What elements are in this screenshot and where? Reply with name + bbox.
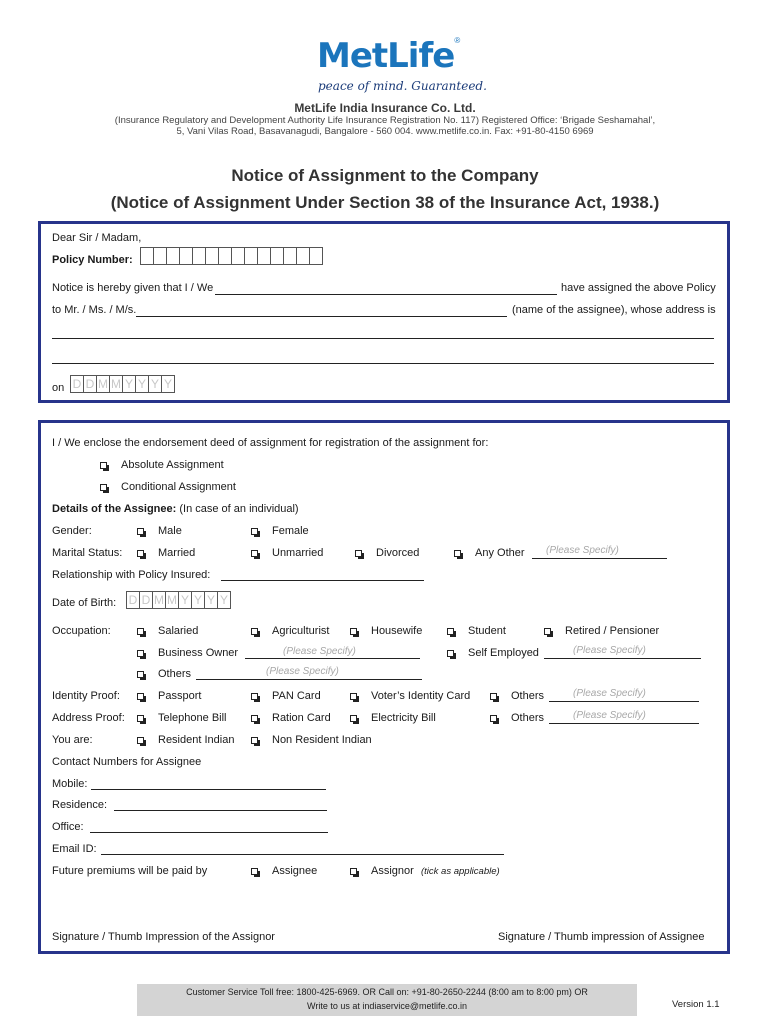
you-are-label: You are:	[52, 734, 93, 746]
assignment-date-cells[interactable]: D D M M Y Y Y Y	[70, 375, 174, 393]
telephone-bill-label: Telephone Bill	[158, 712, 227, 724]
occupation-others-line[interactable]	[196, 679, 422, 680]
details-heading-note: (In case of an individual)	[179, 503, 299, 515]
form-subtitle: (Notice of Assignment Under Section 38 of the Insurance Act, 1938.)	[110, 193, 660, 212]
email-label: Email ID:	[52, 843, 97, 855]
business-owner-line[interactable]	[245, 658, 420, 659]
pan-card-label: PAN Card	[272, 690, 321, 702]
any-other-checkbox[interactable]	[454, 550, 461, 557]
occupation-others-checkbox[interactable]	[137, 671, 144, 678]
assignor-name-line[interactable]	[215, 294, 557, 295]
to-prefix: to Mr. / Ms. / M/s.	[52, 304, 137, 316]
non-resident-indian-checkbox[interactable]	[251, 737, 258, 744]
address-line-1[interactable]	[52, 338, 714, 339]
details-heading	[52, 503, 299, 515]
self-employed-placeholder: (Please Specify)	[573, 645, 646, 656]
identity-others-placeholder: (Please Specify)	[573, 688, 646, 699]
assignee-name-line[interactable]	[136, 316, 507, 317]
policy-number-label: Policy Number:	[52, 254, 133, 266]
address-others-label: Others	[511, 712, 545, 724]
tagline: peace of mind. Guaranteed.	[318, 79, 487, 93]
form-title: Notice of Assignment to the Company	[231, 166, 539, 185]
self-employed-checkbox[interactable]	[447, 650, 454, 657]
address-others-placeholder: (Please Specify)	[573, 710, 646, 721]
office-label: Office:	[52, 821, 84, 833]
company-address-line-2: 5, Vani Vilas Road, Basavanagudi, Bangalore - 560 004. www.metlife.co.in. Fax: +91-80-4150 6969	[176, 126, 594, 137]
electricity-bill-label: Electricity Bill	[371, 712, 436, 724]
footer-line-1: Customer Service Toll free: 1800-425-6969. OR Call on: +91-80-2650-2244 (8:00 am to 8:00 pm) OR	[186, 987, 588, 997]
housewife-label: Housewife	[371, 625, 423, 637]
dob-label: Date of Birth:	[52, 597, 117, 609]
footer-line-2: Write to us at indiaservice@metlife.co.in	[306, 1001, 468, 1011]
self-employed-line[interactable]	[544, 658, 701, 659]
any-other-placeholder: (Please Specify)	[546, 545, 619, 556]
divorced-checkbox[interactable]	[355, 550, 362, 557]
non-resident-indian-label: Non Resident Indian	[272, 734, 372, 746]
female-checkbox[interactable]	[251, 528, 258, 535]
male-label: Male	[158, 525, 182, 537]
gender-label: Gender:	[52, 525, 92, 537]
salaried-checkbox[interactable]	[137, 628, 144, 635]
pan-card-checkbox[interactable]	[251, 693, 258, 700]
version-label: Version 1.1	[672, 999, 720, 1010]
identity-others-label: Others	[511, 690, 545, 702]
notice-prefix: Notice is hereby given that I / We	[52, 282, 214, 294]
telephone-bill-checkbox[interactable]	[137, 715, 144, 722]
address-proof-label: Address Proof:	[52, 712, 125, 724]
assignor-signature-label: Signature / Thumb Impression of the Assignor	[52, 931, 275, 943]
agriculturist-label: Agriculturist	[272, 625, 330, 637]
identity-others-line[interactable]	[549, 701, 699, 702]
resident-indian-label: Resident Indian	[158, 734, 235, 746]
voters-id-label: Voter’s Identity Card	[371, 690, 471, 702]
unmarried-checkbox[interactable]	[251, 550, 258, 557]
details-heading-bold: Details of the Assignee:	[52, 503, 177, 515]
ration-card-checkbox[interactable]	[251, 715, 258, 722]
business-owner-label: Business Owner	[158, 647, 239, 659]
conditional-assignment-checkbox[interactable]	[100, 484, 107, 491]
notice-suffix: have assigned the above Policy	[561, 282, 716, 294]
address-others-line[interactable]	[549, 723, 699, 724]
residence-label: Residence:	[52, 799, 108, 811]
any-other-line[interactable]	[532, 558, 667, 559]
male-checkbox[interactable]	[137, 528, 144, 535]
relationship-label: Relationship with Policy Insured:	[52, 569, 211, 581]
assignee-pays-checkbox[interactable]	[251, 868, 258, 875]
voters-id-checkbox[interactable]	[350, 693, 357, 700]
address-line-2[interactable]	[52, 363, 714, 364]
future-premiums-label: Future premiums will be paid by	[52, 865, 208, 877]
email-line[interactable]	[101, 854, 504, 855]
assignee-pays-label: Assignee	[272, 865, 318, 877]
occupation-label: Occupation:	[52, 625, 111, 637]
office-line[interactable]	[90, 832, 328, 833]
agriculturist-checkbox[interactable]	[251, 628, 258, 635]
marital-status-label: Marital Status:	[52, 547, 123, 559]
resident-indian-checkbox[interactable]	[137, 737, 144, 744]
occupation-others-placeholder: (Please Specify)	[266, 666, 339, 677]
conditional-assignment-label: Conditional Assignment	[121, 481, 236, 493]
endorse-intro: I / We enclose the endorsement deed of assignment for registration of the assignment for:	[52, 437, 489, 449]
contact-heading: Contact Numbers for Assignee	[52, 756, 202, 768]
retired-checkbox[interactable]	[544, 628, 551, 635]
married-checkbox[interactable]	[137, 550, 144, 557]
housewife-checkbox[interactable]	[350, 628, 357, 635]
business-owner-placeholder: (Please Specify)	[283, 646, 356, 657]
assignor-pays-label: Assignor	[371, 865, 414, 877]
address-others-checkbox[interactable]	[490, 715, 497, 722]
registered-mark: ®	[454, 36, 461, 45]
retired-label: Retired / Pensioner	[565, 625, 660, 637]
metlife-logo	[317, 36, 477, 76]
passport-label: Passport	[158, 690, 202, 702]
student-checkbox[interactable]	[447, 628, 454, 635]
residence-line[interactable]	[114, 810, 327, 811]
mobile-label: Mobile:	[52, 778, 88, 790]
self-employed-label: Self Employed	[468, 647, 539, 659]
assignee-signature-label: Signature / Thumb impression of Assignee	[498, 931, 705, 943]
passport-checkbox[interactable]	[137, 693, 144, 700]
assignor-pays-checkbox[interactable]	[350, 868, 357, 875]
absolute-assignment-checkbox[interactable]	[100, 462, 107, 469]
identity-others-checkbox[interactable]	[490, 693, 497, 700]
female-label: Female	[272, 525, 309, 537]
married-label: Married	[158, 547, 196, 559]
unmarried-label: Unmarried	[272, 547, 324, 559]
on-label: on	[52, 382, 65, 394]
salaried-label: Salaried	[158, 625, 199, 637]
relationship-line[interactable]	[221, 580, 424, 581]
policy-number-cells[interactable]	[140, 247, 322, 265]
ration-card-label: Ration Card	[272, 712, 331, 724]
dob-cells[interactable]: D D M M Y Y Y Y	[126, 591, 230, 609]
absolute-assignment-label: Absolute Assignment	[121, 459, 224, 471]
business-owner-checkbox[interactable]	[137, 650, 144, 657]
salutation: Dear Sir / Madam,	[52, 232, 142, 244]
student-label: Student	[468, 625, 506, 637]
any-other-label: Any Other	[475, 547, 525, 559]
identity-proof-label: Identity Proof:	[52, 690, 120, 702]
company-name: MetLife India Insurance Co. Ltd.	[294, 101, 476, 115]
mobile-line[interactable]	[91, 789, 326, 790]
tick-note: (tick as applicable)	[421, 866, 500, 877]
divorced-label: Divorced	[376, 547, 420, 559]
company-address-line-1: (Insurance Regulatory and Development Authority Life Insurance Registration No. 117) Registered Office: ‘Brigade Seshamahal’,	[114, 115, 656, 126]
logo-wordmark: MetLife	[317, 36, 455, 76]
occupation-others-label: Others	[158, 668, 192, 680]
to-suffix: (name of the assignee), whose address is	[512, 304, 716, 316]
electricity-bill-checkbox[interactable]	[350, 715, 357, 722]
